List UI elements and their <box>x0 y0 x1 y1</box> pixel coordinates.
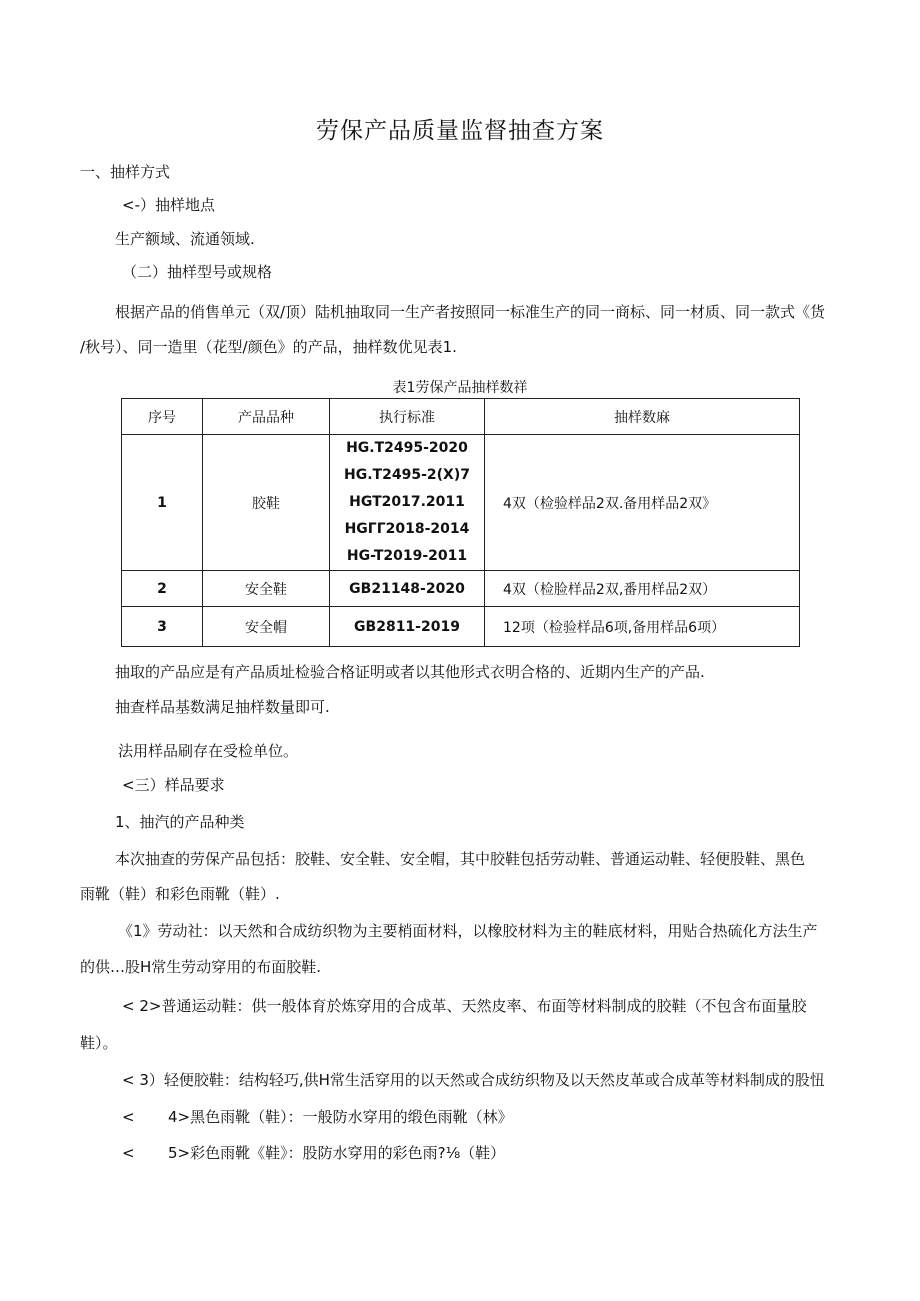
table-row <box>122 607 800 647</box>
standard-line: HGΓΓ2018-2014 <box>344 521 470 537</box>
item-heading: 1、抽汽的产品种类 <box>115 813 245 831</box>
definition-sports-shoe-line2: 鞋）。 <box>80 1034 118 1052</box>
paragraph-rule-line1: 根据产品的俏售单元（双/顶）陆机抽取同一生产者按照同一标准生产的同一商标、同一材质、同一款式《货 <box>115 303 826 321</box>
definition-light-shoe: < 3）轻便胶鞋：结构轻巧,供H常生活穿用的以天然或合成纺织物及以天然皮革或合成革等材料制成的股忸 <box>122 1071 825 1089</box>
header-product: 产品品种 <box>203 399 330 435</box>
cell-count: 4双（检脸样品2双,番用样品2双） <box>485 571 800 607</box>
cell-standard: GB21148-2020 <box>330 571 485 607</box>
definition-black-rainboot: 4>黑色雨靴（鞋）：一般防水穿用的缎色雨靴（林》 <box>168 1108 513 1126</box>
list-marker: < <box>122 1144 135 1162</box>
cell-no: 3 <box>122 607 203 647</box>
paragraph-scope-line2: 雨靴（鞋）和彩色雨靴（鞋）. <box>80 885 280 903</box>
paragraph-location: 生产额域、流通领域. <box>115 230 255 248</box>
table-row <box>122 571 800 607</box>
list-marker: < <box>122 1108 135 1126</box>
paragraph-count: 抽查样品基数满足抽样数量即可. <box>115 698 330 716</box>
sampling-table <box>121 398 800 647</box>
standard-line: HG-T2019-2011 <box>346 548 468 564</box>
table-caption: 表1劳保产品抽样数祥 <box>392 380 528 396</box>
cell-product: 安全鞋 <box>203 571 330 607</box>
paragraph-rule-line2: /秋号）、同一造里（花型/颜色》的产品，抽样数优见表1. <box>80 338 457 356</box>
table-header-row <box>122 399 800 435</box>
subheading-model: （二）抽样型号或规格 <box>122 263 273 281</box>
document-title: 劳保产品质量监督抽查方案 <box>316 118 604 144</box>
cell-count: 12项（检验样品6项,备用样品6项） <box>485 607 800 647</box>
cell-standard: GB2811-2019 <box>330 607 485 647</box>
definition-color-rainboot: 5>彩色雨靴《鞋》：股防水穿用的彩色雨?⅛（鞋） <box>168 1144 506 1162</box>
standard-line: HG.T2495-2(X)7 <box>344 467 470 483</box>
section-heading: 一、抽样方式 <box>80 163 171 181</box>
subheading-location: <-）抽样地点 <box>122 196 215 214</box>
definition-labor-shoe-line2: 的供…股H常生劳动穿用的布面胶鞋. <box>80 958 322 976</box>
cell-no: 1 <box>122 435 203 571</box>
paragraph-storage: 法用样品刷存在受检单位。 <box>118 742 299 760</box>
cell-standard <box>330 435 485 571</box>
cell-no: 2 <box>122 571 203 607</box>
standard-line: HGT2017.2011 <box>349 494 465 510</box>
header-no: 序号 <box>122 399 203 435</box>
cell-count: 4双（检验样品2双.备用样品2双》 <box>485 435 800 571</box>
definition-labor-shoe-line1: 《1》劳动社：以天然和合成纺织物为主要梢面材料，以橡胶材料为主的鞋底材料，用贴合热硫化方法生产 <box>118 922 818 940</box>
cell-product: 安全帽 <box>203 607 330 647</box>
paragraph-scope-line1: 本次抽查的劳保产品包括：胶鞋、安全鞋、安全帽，其中胶鞋包括劳动鞋、普通运动鞋、轻便股鞋、黑色 <box>115 850 806 868</box>
header-count: 抽样数麻 <box>485 399 800 435</box>
standard-line: HG.T2495-2020 <box>346 440 468 456</box>
header-standard: 执行标准 <box>330 399 485 435</box>
paragraph-qualification: 抽取的产品应是有产品质址检验合格证明或者以其他形式衣明合格的、近期内生产的产品. <box>115 663 705 681</box>
subheading-requirements: <三）样品要求 <box>122 776 225 794</box>
cell-product: 胶鞋 <box>203 435 330 571</box>
table-row <box>122 435 800 571</box>
definition-sports-shoe-line1: < 2>普通运动鞋：供一般体育於炼穿用的合成革、天然皮率、布面等材料制成的胶鞋（不包含布面量胶 <box>122 997 807 1015</box>
